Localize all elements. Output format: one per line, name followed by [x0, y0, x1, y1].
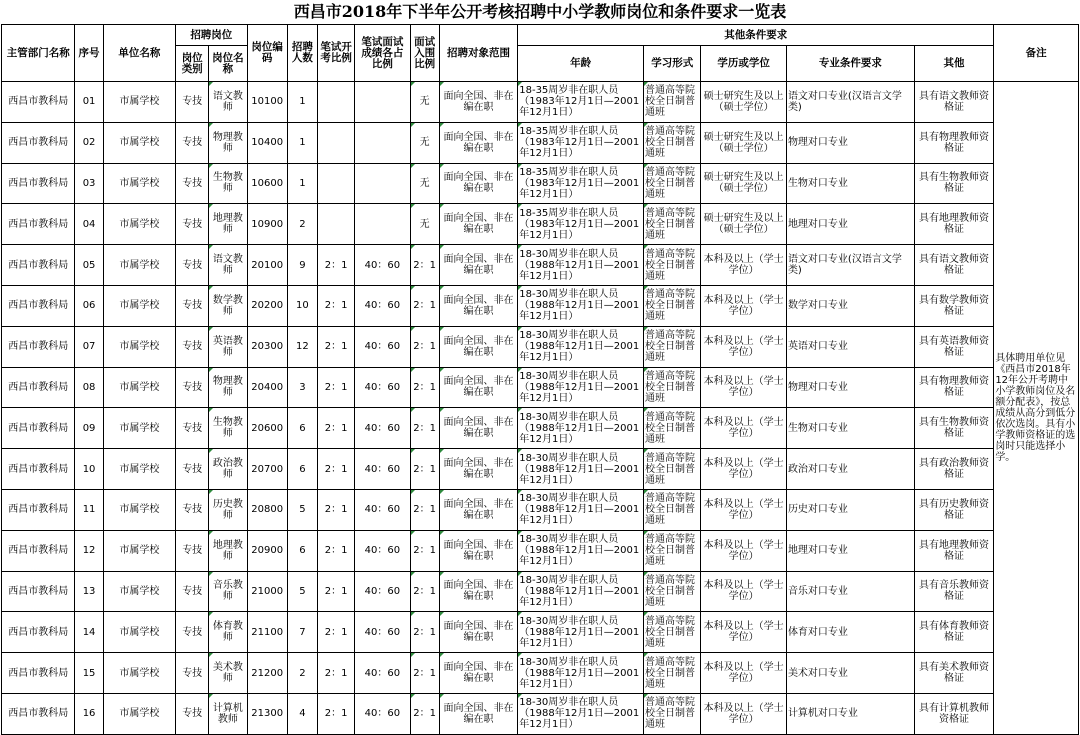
cell-score: 40：60 [355, 285, 410, 326]
table-row [2, 82, 1079, 123]
cell-edu: 本科及以上（学士学位） [701, 408, 787, 449]
cell-code: 20700 [247, 449, 287, 490]
cell-major: 计算机对口专业 [786, 693, 914, 734]
cell-type: 专技 [176, 530, 209, 571]
cell-name: 美术教师 [209, 653, 247, 694]
cell-code: 20100 [247, 245, 287, 286]
cell-study: 普通高等院校全日制普通班 [644, 449, 701, 490]
cell-unit: 市属学校 [103, 326, 175, 367]
cell-code: 21000 [247, 571, 287, 612]
cell-other: 具有语文教师资格证 [914, 82, 994, 123]
cell-age: 18-30周岁非在职人员（1988年12月1日—2001年12月1日） [518, 449, 644, 490]
cell-name: 计算机教师 [209, 693, 247, 734]
cell-unit: 市属学校 [103, 367, 175, 408]
cell-type: 专技 [176, 408, 209, 449]
cell-edu: 本科及以上（学士学位） [701, 530, 787, 571]
cell-dept: 西昌市教科局 [2, 530, 75, 571]
cell-scope: 面向全国、非在编在职 [439, 530, 518, 571]
cell-edu: 本科及以上（学士学位） [701, 285, 787, 326]
cell-name: 生物教师 [209, 163, 247, 204]
cell-seq: 06 [75, 285, 103, 326]
cell-age: 18-30周岁非在职人员（1988年12月1日—2001年12月1日） [518, 489, 644, 530]
cell-seq: 16 [75, 693, 103, 734]
cell-study: 普通高等院校全日制普通班 [644, 653, 701, 694]
cell-interview: 2：1 [410, 693, 439, 734]
cell-name: 生物教师 [209, 408, 247, 449]
cell-written [317, 204, 354, 245]
table-row [2, 489, 1079, 530]
cell-count: 1 [287, 122, 317, 163]
cell-code: 20600 [247, 408, 287, 449]
cell-score [355, 122, 410, 163]
cell-study: 普通高等院校全日制普通班 [644, 408, 701, 449]
cell-interview: 2：1 [410, 653, 439, 694]
cell-type: 专技 [176, 693, 209, 734]
cell-code: 21100 [247, 612, 287, 653]
header-score-ratio: 笔试面试成绩各占比例 [355, 25, 410, 82]
cell-edu: 硕士研究生及以上（硕士学位） [701, 82, 787, 123]
cell-code: 21300 [247, 693, 287, 734]
cell-unit: 市属学校 [103, 245, 175, 286]
header-unit: 单位名称 [103, 25, 175, 82]
cell-unit: 市属学校 [103, 449, 175, 490]
cell-type: 专技 [176, 653, 209, 694]
cell-score: 40：60 [355, 571, 410, 612]
cell-unit: 市属学校 [103, 204, 175, 245]
header-edu: 学历或学位 [701, 46, 787, 82]
cell-written: 2：1 [317, 408, 354, 449]
cell-name: 政治教师 [209, 449, 247, 490]
cell-count: 4 [287, 693, 317, 734]
cell-seq: 02 [75, 122, 103, 163]
cell-edu: 硕士研究生及以上（硕士学位） [701, 163, 787, 204]
cell-name: 历史教师 [209, 489, 247, 530]
cell-score: 40：60 [355, 326, 410, 367]
cell-dept: 西昌市教科局 [2, 653, 75, 694]
cell-scope: 面向全国、非在编在职 [439, 693, 518, 734]
cell-age: 18-30周岁非在职人员（1988年12月1日—2001年12月1日） [518, 367, 644, 408]
cell-unit: 市属学校 [103, 530, 175, 571]
cell-dept: 西昌市教科局 [2, 367, 75, 408]
cell-dept: 西昌市教科局 [2, 163, 75, 204]
cell-dept: 西昌市教科局 [2, 204, 75, 245]
cell-count: 6 [287, 530, 317, 571]
cell-other: 具有美术教师资格证 [914, 653, 994, 694]
cell-other: 具有计算机教师资格证 [914, 693, 994, 734]
cell-written: 2：1 [317, 489, 354, 530]
cell-scope: 面向全国、非在编在职 [439, 204, 518, 245]
cell-other: 具有地理教师资格证 [914, 530, 994, 571]
cell-name: 英语教师 [209, 326, 247, 367]
cell-major: 语文对口专业(汉语言文学类) [786, 82, 914, 123]
table-row [2, 122, 1079, 163]
cell-major: 数学对口专业 [786, 285, 914, 326]
cell-major: 语文对口专业(汉语言文学类) [786, 245, 914, 286]
cell-written [317, 82, 354, 123]
cell-type: 专技 [176, 204, 209, 245]
cell-other: 具有物理教师资格证 [914, 122, 994, 163]
cell-study: 普通高等院校全日制普通班 [644, 489, 701, 530]
cell-edu: 本科及以上（学士学位） [701, 653, 787, 694]
cell-code: 10100 [247, 82, 287, 123]
cell-unit: 市属学校 [103, 285, 175, 326]
cell-count: 3 [287, 367, 317, 408]
cell-score: 40：60 [355, 530, 410, 571]
cell-major: 生物对口专业 [786, 163, 914, 204]
cell-type: 专技 [176, 489, 209, 530]
cell-dept: 西昌市教科局 [2, 245, 75, 286]
cell-major: 物理对口专业 [786, 367, 914, 408]
cell-seq: 08 [75, 367, 103, 408]
cell-unit: 市属学校 [103, 163, 175, 204]
cell-study: 普通高等院校全日制普通班 [644, 530, 701, 571]
cell-type: 专技 [176, 122, 209, 163]
cell-seq: 03 [75, 163, 103, 204]
cell-age: 18-30周岁非在职人员（1988年12月1日—2001年12月1日） [518, 408, 644, 449]
cell-code: 20900 [247, 530, 287, 571]
cell-score [355, 163, 410, 204]
cell-age: 18-35周岁非在职人员（1983年12月1日—2001年12月1日） [518, 163, 644, 204]
cell-edu: 本科及以上（学士学位） [701, 571, 787, 612]
cell-type: 专技 [176, 612, 209, 653]
header-dept: 主管部门名称 [2, 25, 75, 82]
cell-edu: 本科及以上（学士学位） [701, 367, 787, 408]
cell-age: 18-30周岁非在职人员（1988年12月1日—2001年12月1日） [518, 612, 644, 653]
cell-type: 专技 [176, 285, 209, 326]
cell-major: 生物对口专业 [786, 408, 914, 449]
table-row [2, 204, 1079, 245]
cell-edu: 本科及以上（学士学位） [701, 449, 787, 490]
cell-age: 18-30周岁非在职人员（1988年12月1日—2001年12月1日） [518, 326, 644, 367]
recruitment-table [1, 24, 1079, 735]
cell-count: 10 [287, 285, 317, 326]
cell-interview: 2：1 [410, 571, 439, 612]
cell-seq: 09 [75, 408, 103, 449]
cell-major: 地理对口专业 [786, 204, 914, 245]
cell-study: 普通高等院校全日制普通班 [644, 693, 701, 734]
cell-count: 7 [287, 612, 317, 653]
cell-code: 20800 [247, 489, 287, 530]
cell-score: 40：60 [355, 612, 410, 653]
cell-score: 40：60 [355, 449, 410, 490]
cell-age: 18-35周岁非在职人员（1983年12月1日—2001年12月1日） [518, 204, 644, 245]
cell-edu: 硕士研究生及以上（硕士学位） [701, 122, 787, 163]
cell-written: 2：1 [317, 245, 354, 286]
cell-seq: 10 [75, 449, 103, 490]
cell-age: 18-30周岁非在职人员（1988年12月1日—2001年12月1日） [518, 693, 644, 734]
cell-unit: 市属学校 [103, 489, 175, 530]
cell-score [355, 82, 410, 123]
cell-written: 2：1 [317, 530, 354, 571]
cell-written [317, 163, 354, 204]
cell-name: 语文教师 [209, 82, 247, 123]
cell-study: 普通高等院校全日制普通班 [644, 122, 701, 163]
cell-count: 1 [287, 163, 317, 204]
cell-study: 普通高等院校全日制普通班 [644, 571, 701, 612]
header-written-ratio: 笔试开考比例 [317, 25, 354, 82]
table-row [2, 693, 1079, 734]
header-age: 年龄 [518, 46, 644, 82]
cell-name: 物理教师 [209, 367, 247, 408]
cell-scope: 面向全国、非在编在职 [439, 163, 518, 204]
cell-count: 6 [287, 408, 317, 449]
cell-age: 18-35周岁非在职人员（1983年12月1日—2001年12月1日） [518, 122, 644, 163]
cell-unit: 市属学校 [103, 82, 175, 123]
table-row [2, 571, 1079, 612]
cell-interview: 2：1 [410, 530, 439, 571]
header-major: 专业条件要求 [786, 46, 914, 82]
cell-score: 40：60 [355, 408, 410, 449]
cell-seq: 01 [75, 82, 103, 123]
cell-type: 专技 [176, 449, 209, 490]
header-seq: 序号 [75, 25, 103, 82]
cell-major: 地理对口专业 [786, 530, 914, 571]
cell-scope: 面向全国、非在编在职 [439, 285, 518, 326]
cell-code: 21200 [247, 653, 287, 694]
cell-dept: 西昌市教科局 [2, 571, 75, 612]
cell-study: 普通高等院校全日制普通班 [644, 82, 701, 123]
table-body [2, 82, 1079, 735]
cell-score [355, 204, 410, 245]
cell-code: 10900 [247, 204, 287, 245]
header-post-group: 招聘岗位 [176, 25, 247, 46]
cell-other: 具有生物教师资格证 [914, 163, 994, 204]
cell-seq: 11 [75, 489, 103, 530]
cell-score: 40：60 [355, 489, 410, 530]
cell-major: 体育对口专业 [786, 612, 914, 653]
cell-scope: 面向全国、非在编在职 [439, 612, 518, 653]
cell-score: 40：60 [355, 245, 410, 286]
cell-study: 普通高等院校全日制普通班 [644, 163, 701, 204]
table-row [2, 285, 1079, 326]
cell-type: 专技 [176, 367, 209, 408]
cell-seq: 15 [75, 653, 103, 694]
cell-other: 具有地理教师资格证 [914, 204, 994, 245]
table-row [2, 449, 1079, 490]
header-interview-ratio: 面试入围比例 [410, 25, 439, 82]
cell-score: 40：60 [355, 653, 410, 694]
remark-note: 具体聘用单位见《西昌市2018年12年公开考聘中小学教师岗位及名额分配表》，按总成绩从高分到低分依次选岗。具有小学教师资格证的选岗时只能选择小学。 [994, 82, 1079, 735]
table-row [2, 612, 1079, 653]
cell-written: 2：1 [317, 653, 354, 694]
cell-interview: 无 [410, 163, 439, 204]
cell-study: 普通高等院校全日制普通班 [644, 285, 701, 326]
cell-other: 具有生物教师资格证 [914, 408, 994, 449]
cell-study: 普通高等院校全日制普通班 [644, 204, 701, 245]
cell-count: 5 [287, 571, 317, 612]
header-code: 岗位编码 [247, 25, 287, 82]
cell-scope: 面向全国、非在编在职 [439, 326, 518, 367]
cell-type: 专技 [176, 245, 209, 286]
cell-dept: 西昌市教科局 [2, 408, 75, 449]
cell-code: 20300 [247, 326, 287, 367]
table-row [2, 326, 1079, 367]
cell-scope: 面向全国、非在编在职 [439, 245, 518, 286]
cell-dept: 西昌市教科局 [2, 326, 75, 367]
cell-interview: 无 [410, 122, 439, 163]
cell-score: 40：60 [355, 367, 410, 408]
cell-count: 9 [287, 245, 317, 286]
cell-code: 10400 [247, 122, 287, 163]
cell-edu: 硕士研究生及以上（硕士学位） [701, 204, 787, 245]
table-row [2, 163, 1079, 204]
header-scope: 招聘对象范围 [439, 25, 518, 82]
cell-written [317, 122, 354, 163]
cell-name: 语文教师 [209, 245, 247, 286]
table-row [2, 367, 1079, 408]
cell-written: 2：1 [317, 693, 354, 734]
cell-other: 具有语文教师资格证 [914, 245, 994, 286]
cell-scope: 面向全国、非在编在职 [439, 449, 518, 490]
cell-dept: 西昌市教科局 [2, 489, 75, 530]
cell-scope: 面向全国、非在编在职 [439, 122, 518, 163]
table-row [2, 653, 1079, 694]
cell-unit: 市属学校 [103, 653, 175, 694]
cell-dept: 西昌市教科局 [2, 612, 75, 653]
table-row [2, 408, 1079, 449]
cell-unit: 市属学校 [103, 571, 175, 612]
cell-dept: 西昌市教科局 [2, 693, 75, 734]
cell-unit: 市属学校 [103, 693, 175, 734]
cell-scope: 面向全国、非在编在职 [439, 489, 518, 530]
cell-written: 2：1 [317, 449, 354, 490]
cell-unit: 市属学校 [103, 408, 175, 449]
cell-type: 专技 [176, 163, 209, 204]
page-title: 西昌市2018年下半年公开考核招聘中小学教师岗位和条件要求一览表 [293, 2, 787, 21]
cell-edu: 本科及以上（学士学位） [701, 693, 787, 734]
cell-other: 具有物理教师资格证 [914, 367, 994, 408]
cell-interview: 2：1 [410, 326, 439, 367]
cell-major: 英语对口专业 [786, 326, 914, 367]
cell-type: 专技 [176, 82, 209, 123]
cell-code: 10600 [247, 163, 287, 204]
header-post-name: 岗位名称 [209, 46, 247, 82]
cell-age: 18-30周岁非在职人员（1988年12月1日—2001年12月1日） [518, 530, 644, 571]
cell-seq: 12 [75, 530, 103, 571]
cell-name: 音乐教师 [209, 571, 247, 612]
cell-unit: 市属学校 [103, 612, 175, 653]
header-study: 学习形式 [644, 46, 701, 82]
header-post-type: 岗位类别 [176, 46, 209, 82]
cell-study: 普通高等院校全日制普通班 [644, 612, 701, 653]
cell-major: 政治对口专业 [786, 449, 914, 490]
cell-other: 具有英语教师资格证 [914, 326, 994, 367]
cell-score: 40：60 [355, 693, 410, 734]
cell-interview: 2：1 [410, 489, 439, 530]
cell-interview: 2：1 [410, 612, 439, 653]
cell-interview: 2：1 [410, 408, 439, 449]
cell-count: 5 [287, 489, 317, 530]
cell-interview: 2：1 [410, 367, 439, 408]
cell-major: 音乐对口专业 [786, 571, 914, 612]
cell-written: 2：1 [317, 326, 354, 367]
cell-name: 体育教师 [209, 612, 247, 653]
cell-interview: 无 [410, 82, 439, 123]
cell-scope: 面向全国、非在编在职 [439, 408, 518, 449]
cell-name: 地理教师 [209, 204, 247, 245]
cell-written: 2：1 [317, 612, 354, 653]
cell-dept: 西昌市教科局 [2, 82, 75, 123]
header-count: 招聘人数 [287, 25, 317, 82]
cell-seq: 07 [75, 326, 103, 367]
cell-interview: 2：1 [410, 449, 439, 490]
cell-written: 2：1 [317, 571, 354, 612]
cell-scope: 面向全国、非在编在职 [439, 82, 518, 123]
cell-written: 2：1 [317, 285, 354, 326]
cell-code: 20400 [247, 367, 287, 408]
cell-name: 物理教师 [209, 122, 247, 163]
table-row [2, 530, 1079, 571]
cell-dept: 西昌市教科局 [2, 449, 75, 490]
cell-name: 数学教师 [209, 285, 247, 326]
cell-seq: 14 [75, 612, 103, 653]
cell-study: 普通高等院校全日制普通班 [644, 326, 701, 367]
table-row [2, 245, 1079, 286]
cell-dept: 西昌市教科局 [2, 285, 75, 326]
cell-other: 具有政治教师资格证 [914, 449, 994, 490]
cell-other: 具有体育教师资格证 [914, 612, 994, 653]
cell-scope: 面向全国、非在编在职 [439, 571, 518, 612]
cell-other: 具有音乐教师资格证 [914, 571, 994, 612]
cell-age: 18-30周岁非在职人员（1988年12月1日—2001年12月1日） [518, 285, 644, 326]
cell-written: 2：1 [317, 367, 354, 408]
cell-unit: 市属学校 [103, 122, 175, 163]
header-other: 其他 [914, 46, 994, 82]
cell-edu: 本科及以上（学士学位） [701, 612, 787, 653]
cell-interview: 2：1 [410, 245, 439, 286]
cell-type: 专技 [176, 326, 209, 367]
cell-dept: 西昌市教科局 [2, 122, 75, 163]
cell-age: 18-35周岁非在职人员（1983年12月1日—2001年12月1日） [518, 82, 644, 123]
cell-edu: 本科及以上（学士学位） [701, 489, 787, 530]
cell-other: 具有数学教师资格证 [914, 285, 994, 326]
cell-study: 普通高等院校全日制普通班 [644, 367, 701, 408]
cell-age: 18-30周岁非在职人员（1988年12月1日—2001年12月1日） [518, 245, 644, 286]
cell-major: 美术对口专业 [786, 653, 914, 694]
cell-seq: 13 [75, 571, 103, 612]
header-other-group: 其他条件要求 [518, 25, 994, 46]
cell-other: 具有历史教师资格证 [914, 489, 994, 530]
cell-code: 20200 [247, 285, 287, 326]
cell-count: 2 [287, 204, 317, 245]
cell-count: 6 [287, 449, 317, 490]
cell-name: 地理教师 [209, 530, 247, 571]
cell-age: 18-30周岁非在职人员（1988年12月1日—2001年12月1日） [518, 653, 644, 694]
cell-scope: 面向全国、非在编在职 [439, 367, 518, 408]
cell-count: 1 [287, 82, 317, 123]
header-remark: 备注 [994, 25, 1079, 82]
cell-seq: 04 [75, 204, 103, 245]
cell-type: 专技 [176, 571, 209, 612]
cell-interview: 无 [410, 204, 439, 245]
cell-count: 2 [287, 653, 317, 694]
cell-edu: 本科及以上（学士学位） [701, 245, 787, 286]
cell-count: 12 [287, 326, 317, 367]
cell-major: 历史对口专业 [786, 489, 914, 530]
cell-seq: 05 [75, 245, 103, 286]
cell-interview: 2：1 [410, 285, 439, 326]
cell-scope: 面向全国、非在编在职 [439, 653, 518, 694]
cell-major: 物理对口专业 [786, 122, 914, 163]
cell-edu: 本科及以上（学士学位） [701, 326, 787, 367]
cell-age: 18-30周岁非在职人员（1988年12月1日—2001年12月1日） [518, 571, 644, 612]
cell-study: 普通高等院校全日制普通班 [644, 245, 701, 286]
